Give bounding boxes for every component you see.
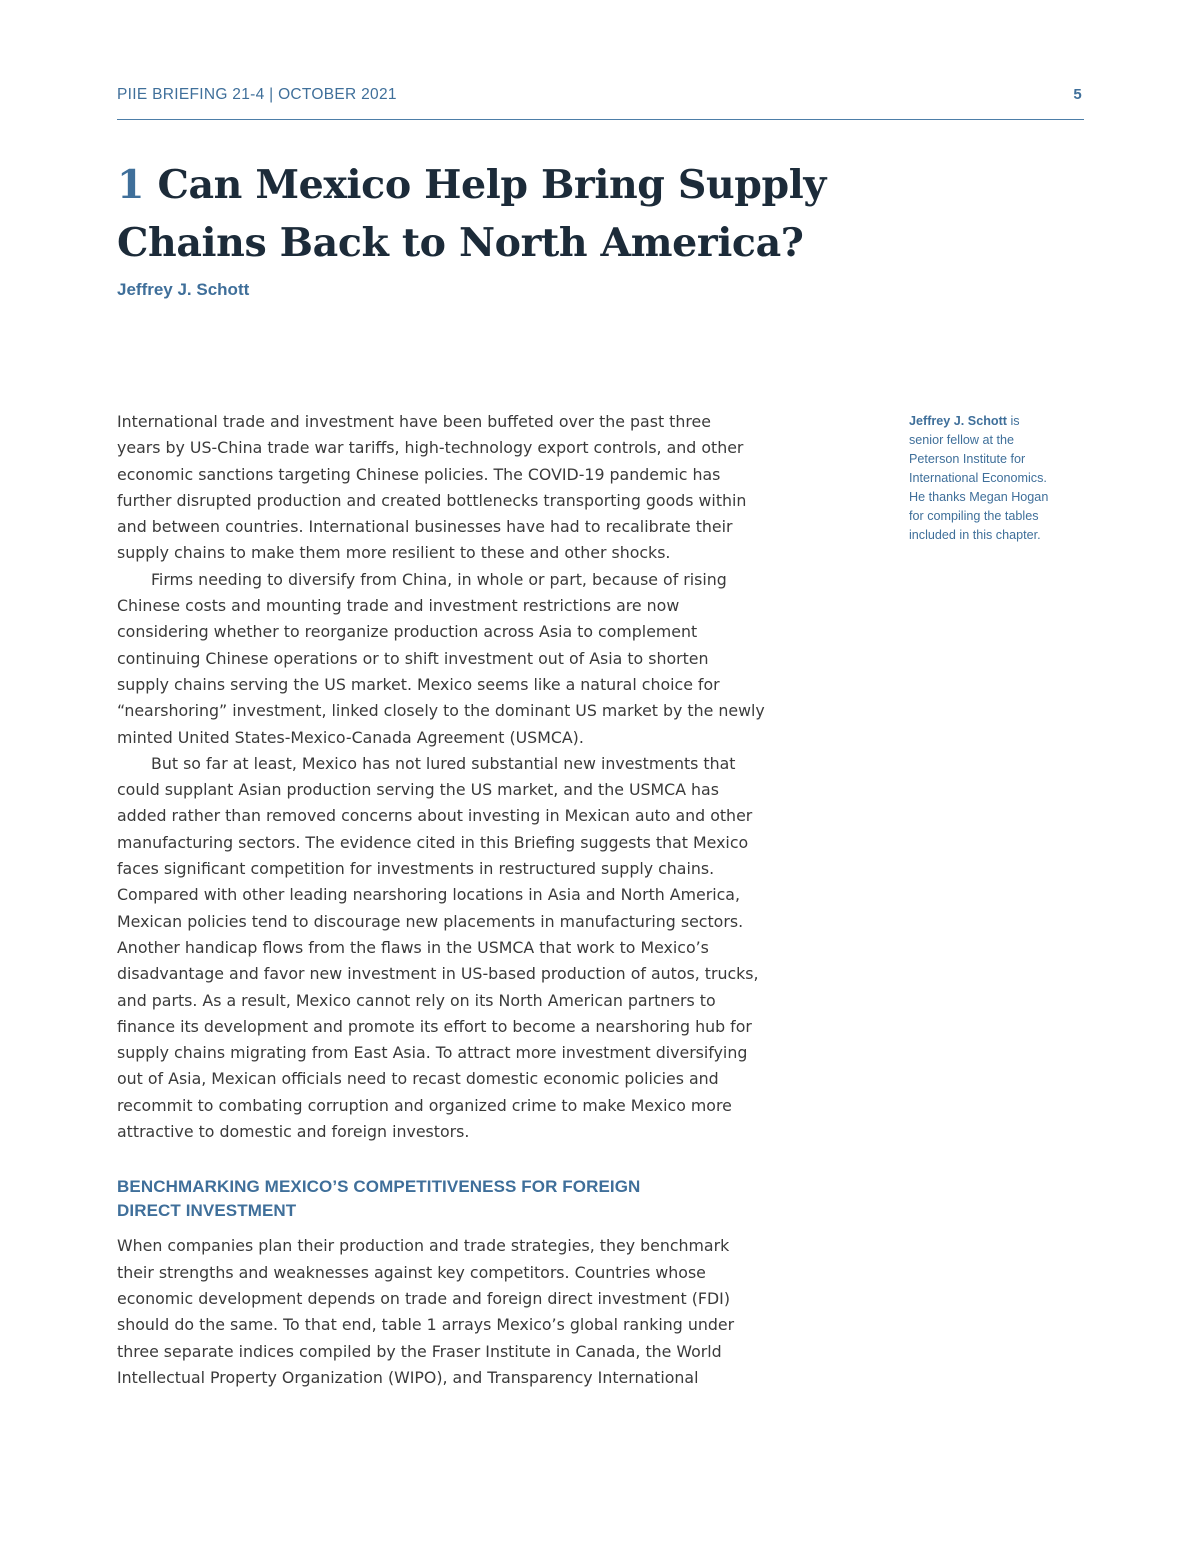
text-line: supply chains serving the US market. Mexico seems like a natural choice for [117, 674, 720, 694]
text-line: added rather than removed concerns about investing in Mexican auto and other [117, 806, 753, 826]
text-line: continuing Chinese operations or to shift investment out of Asia to shorten [117, 648, 709, 668]
sidenote-line: International Economics. [909, 471, 1047, 485]
text-line: years by US-China trade war tariffs, high-technology export controls, and other [117, 438, 744, 458]
text-line: “nearshoring” investment, linked closely to the dominant US market by the newly [117, 701, 765, 721]
text-line: supply chains migrating from East Asia. To attract more investment diversifying [117, 1043, 748, 1063]
text-line: minted United States-Mexico-Canada Agreement (USMCA). [117, 727, 584, 747]
sidenote-line: senior fellow at the [909, 433, 1015, 447]
paragraph-1 [117, 409, 897, 567]
sidenote-line [909, 412, 1084, 431]
chapter-number: 1 [117, 162, 145, 208]
paragraph-2 [117, 567, 897, 751]
text-line: recommit to combating corruption and organized crime to make Mexico more [117, 1095, 732, 1115]
text-line: considering whether to reorganize production across Asia to complement [117, 622, 698, 642]
text-line: should do the same. To that end, table 1 arrays Mexico’s global ranking under [117, 1315, 735, 1335]
chapter-title-line-1: Can Mexico Help Bring Supply [157, 162, 826, 208]
chapter-title [117, 156, 937, 272]
text-line: could supplant Asian production serving the US market, and the USMCA has [117, 780, 719, 800]
text-line: out of Asia, Mexican officials need to recast domestic economic policies and [117, 1069, 719, 1089]
sidenote-author-name: Jeffrey J. Schott [909, 414, 1007, 428]
author-sidenote [909, 412, 1084, 545]
text-line: further disrupted production and created bottlenecks transporting goods within [117, 490, 747, 510]
text-line: economic sanctions targeting Chinese policies. The COVID-19 pandemic has [117, 464, 721, 484]
text-line: Another handicap flows from the flaws in the USMCA that work to Mexico’s [117, 937, 709, 957]
text-line: their strengths and weaknesses against key competitors. Countries whose [117, 1262, 706, 1282]
sidenote-line: for compiling the tables [909, 509, 1039, 523]
text-line: manufacturing sectors. The evidence cited in this Briefing suggests that Mexico [117, 832, 749, 852]
text-line: faces significant competition for investments in restructured supply chains. [117, 859, 715, 879]
text-line: supply chains to make them more resilient to these and other shocks. [117, 543, 671, 563]
text-line: Firms needing to diversify from China, in whole or part, because of rising [151, 569, 727, 589]
sidenote-line-text: is [1006, 414, 1020, 428]
paragraph-4 [117, 1233, 897, 1391]
page-number: 5 [1073, 86, 1082, 103]
paragraph-3 [117, 751, 897, 1145]
text-line: Mexican policies tend to discourage new placements in manufacturing sectors. [117, 911, 744, 931]
publication-info: PIIE BRIEFING 21-4 | OCTOBER 2021 [117, 86, 397, 103]
section-heading-line: BENCHMARKING MEXICO’S COMPETITIVENESS FOR FOREIGN [117, 1177, 641, 1197]
text-line: economic development depends on trade and foreign direct investment (FDI) [117, 1288, 731, 1308]
text-line: and parts. As a result, Mexico cannot rely on its North American partners to [117, 990, 716, 1010]
text-line: three separate indices compiled by the Fraser Institute in Canada, the World [117, 1341, 722, 1361]
text-line: disadvantage and favor new investment in US-based production of autos, trucks, [117, 964, 759, 984]
section-heading [117, 1175, 897, 1223]
running-header [117, 84, 1084, 120]
text-line: International trade and investment have been buffeted over the past three [117, 412, 711, 431]
text-line: When companies plan their production and trade strategies, they benchmark [117, 1236, 730, 1256]
sidenote-line: included in this chapter. [909, 528, 1041, 542]
text-line: Compared with other leading nearshoring locations in Asia and North America, [117, 885, 740, 905]
body-text [117, 409, 897, 1391]
text-line: But so far at least, Mexico has not lured substantial new investments that [151, 753, 736, 773]
chapter-author: Jeffrey J. Schott [117, 280, 250, 299]
text-line: and between countries. International businesses have had to recalibrate their [117, 517, 733, 537]
text-line: attractive to domestic and foreign investors. [117, 1122, 470, 1142]
chapter-title-line-2: Chains Back to North America? [117, 220, 804, 266]
section-heading-line: DIRECT INVESTMENT [117, 1201, 297, 1221]
sidenote-line: He thanks Megan Hogan [909, 490, 1049, 504]
sidenote-line: Peterson Institute for [909, 452, 1026, 466]
text-line: Chinese costs and mounting trade and investment restrictions are now [117, 596, 680, 616]
text-line: Intellectual Property Organization (WIPO), and Transparency International [117, 1367, 699, 1387]
text-line: finance its development and promote its effort to become a nearshoring hub for [117, 1016, 752, 1036]
